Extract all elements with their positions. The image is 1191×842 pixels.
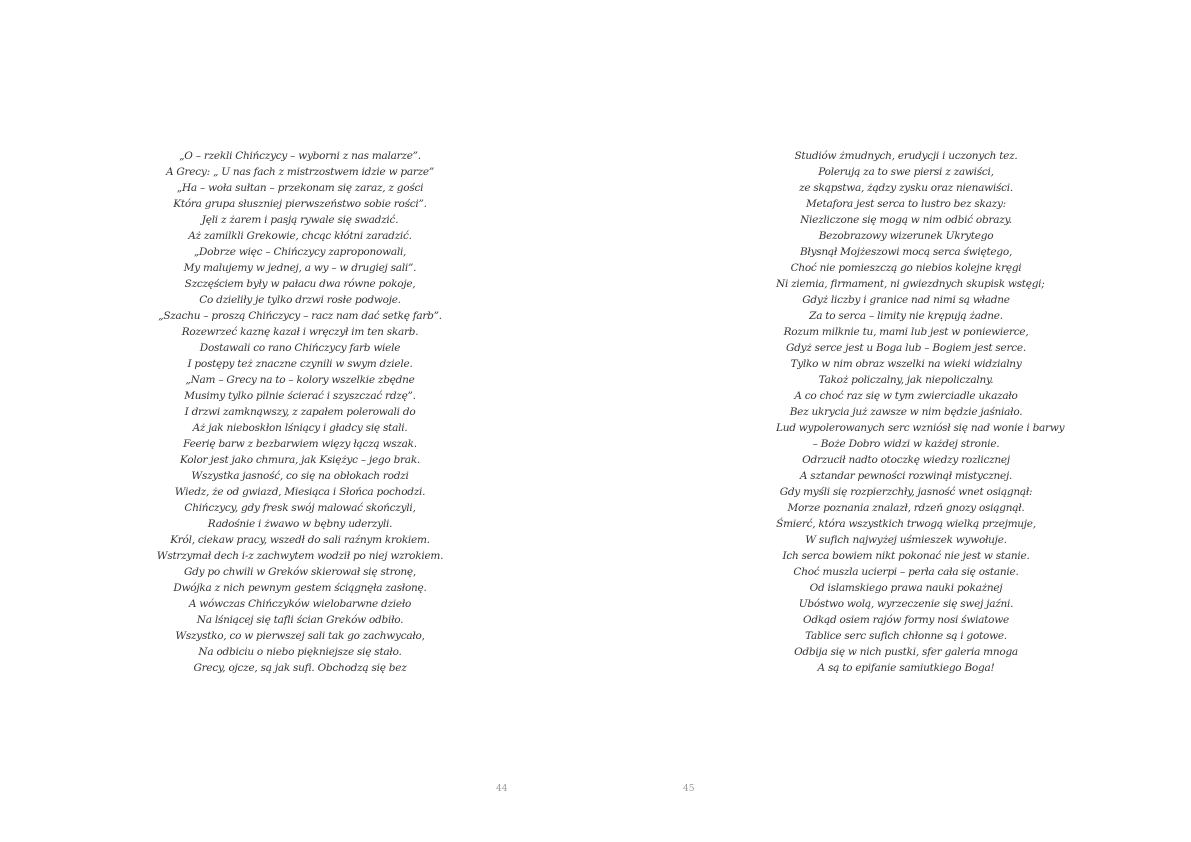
poem-line: Tablice serc sufich chłonne są i gotowe. <box>805 630 1007 642</box>
poem-line: Musimy tylko pilnie ścierać i szyszczać rdzę”. <box>184 390 416 402</box>
poem-line: „Dobrze więc – Chińczycy zaproponowali, <box>193 246 407 258</box>
poem-line: A sztandar pewności rozwinął mistycznej. <box>799 470 1013 482</box>
poem-line: Błysnął Mojżeszowi mocą serca świętego, <box>799 246 1013 258</box>
poem-line: „Szachu – proszą Chińczycy – racz nam dać setkę farb”. <box>158 310 442 322</box>
poem-line: Lud wypolerowanych serc wzniósł się nad wonie i barwy <box>776 422 1065 434</box>
poem-line: Aż jak nieboskłon lśniący i gładcy się stali. <box>192 422 408 434</box>
poem-line: Chińczycy, gdy fresk swój malować skończyli, <box>184 502 416 514</box>
poem-line: Co dzieliły je tylko drzwi rosłe podwoje. <box>199 294 401 306</box>
poem-line: Na odbiciu o niebo piękniejsze się stało. <box>198 646 402 658</box>
poem-line: Za to serca – limity nie krępują żadne. <box>809 310 1003 322</box>
poem-line: Bezobrazowy wizerunek Ukrytego <box>818 230 994 242</box>
poem-line: Tylko w nim obraz wszelki na wieki widzialny <box>790 358 1022 370</box>
poem-line: Feerię barw z bezbarwiem więzy łączą wszak. <box>183 438 417 450</box>
poem-line: Wstrzymał dech i-z zachwytem wodził po niej wzrokiem. <box>156 550 444 562</box>
poem-line: Jęli z żarem i pasją rywale się swadzić. <box>201 214 399 226</box>
poem-line: Gdy myśli się rozpierzchły, jasność wnet osiągnął: <box>779 486 1033 498</box>
poem-line: A są to epifanie samiutkiego Boga! <box>817 662 995 674</box>
right-page-poem <box>776 148 1065 676</box>
poem-line: Ubóstwo wolą, wyrzeczenie się swej jaźni. <box>798 598 1014 610</box>
poem-line: Dostawali co rano Chińczycy farb wiele <box>199 342 401 354</box>
right-page-number: 45 <box>683 784 695 794</box>
poem-line: Kolor jest jako chmura, jak Księżyc – jego brak. <box>179 454 421 466</box>
poem-line: Odkąd osiem rajów formy nosi światowe <box>803 614 1009 626</box>
poem-line: „Ha – woła sułtan – przekonam się zaraz, z gości <box>176 182 424 194</box>
left-page-number: 44 <box>496 784 508 794</box>
left-page <box>0 0 595 842</box>
poem-line: Radośnie i żwawo w bębny uderzyli. <box>207 518 393 530</box>
poem-line: Wszystka jasność, co się na obłokach rodzi <box>191 470 409 482</box>
poem-line: Niezliczone się mogą w nim odbić obrazy. <box>800 214 1012 226</box>
poem-line: W sufich najwyżej uśmieszek wywołuje. <box>805 534 1007 546</box>
poem-line: I postępy też znaczne czynili w swym dziele. <box>187 358 413 370</box>
poem-line: Śmierć, która wszystkich trwogą wielką przejmuje, <box>776 518 1036 530</box>
poem-line: Odbija się w nich pustki, sfer galeria mnoga <box>794 646 1018 658</box>
poem-line: Choć muszla ucierpi – perła cała się ostanie. <box>793 566 1019 578</box>
poem-line: Ni ziemia, firmament, ni gwiezdnych skupisk wstęgi; <box>776 278 1045 290</box>
poem-line: Gdyż liczby i granice nad nimi są władne <box>802 294 1010 306</box>
poem-line: „O – rzekli Chińczycy – wyborni z nas malarze”. <box>179 150 421 162</box>
left-page-poem <box>130 148 470 676</box>
poem-line: I drzwi zamknąwszy, z zapałem polerowali do <box>184 406 416 418</box>
poem-line: Rozum milknie tu, mami lub jest w poniewierce, <box>783 326 1029 338</box>
poem-line: Która grupa słuszniej pierwszeństwo sobie rości”. <box>173 198 427 210</box>
poem-line: Polerują za to swe piersi z zawiści, <box>818 166 994 178</box>
poem-line: Od islamskiego prawa nauki pokażnej <box>809 582 1003 594</box>
poem-line: Studiów żmudnych, erudycji i uczonych tez. <box>794 150 1018 162</box>
poem-line: – Boże Dobro widzi w każdej stronie. <box>812 438 1000 450</box>
poem-line: Morze poznania znalazł, rdzeń gnozy osiągnął. <box>787 502 1025 514</box>
poem-line: Szczęściem były w pałacu dwa równe pokoje, <box>184 278 416 290</box>
poem-line: Wszystko, co w pierwszej sali tak go zachwycało, <box>175 630 425 642</box>
poem-line: Aż zamilkli Grekowie, chcąc kłótni zaradzić. <box>188 230 412 242</box>
poem-line: ze skąpstwa, żądzy zysku oraz nienawiści. <box>799 182 1013 194</box>
poem-line: Gdyż serce jest u Boga lub – Bogiem jest serce. <box>786 342 1026 354</box>
poem-line: Rozewrzeć kaznę kazał i wręczył im ten skarb. <box>181 326 419 338</box>
right-page <box>596 0 1191 842</box>
poem-line: Na lśniącej się tafli ścian Greków odbiło. <box>196 614 404 626</box>
poem-line: Wiedz, że od gwiazd, Miesiąca i Słońca pochodzi. <box>174 486 426 498</box>
poem-line: Odrzucił nadto otoczkę wiedzy rozlicznej <box>802 454 1010 466</box>
poem-line: Choć nie pomieszczą go niebios kolejne kręgi <box>790 262 1022 274</box>
poem-line: Takoż policzalny, jak niepoliczalny. <box>818 374 994 386</box>
poem-line: Grecy, ojcze, są jak sufi. Obchodzą się bez <box>193 662 407 674</box>
poem-line: „Nam – Grecy na to – kolory wszelkie zbędne <box>185 374 415 386</box>
poem-line: Dwójka z nich pewnym gestem ściągnęła zasłonę. <box>173 582 427 594</box>
poem-line: Bez ukrycia już zawsze w nim będzie jaśniało. <box>789 406 1023 418</box>
poem-line: Metafora jest serca to lustro bez skazy: <box>806 198 1006 210</box>
poem-line: Gdy po chwili w Greków skierował się stronę, <box>184 566 416 578</box>
poem-line: Król, ciekaw pracy, wszedł do sali raźnym krokiem. <box>170 534 430 546</box>
poem-line: Ich serca bowiem nikt pokonać nie jest w stanie. <box>782 550 1030 562</box>
poem-line: A Grecy: „ U nas fach z mistrzostwem idzie w parze” <box>165 166 435 178</box>
poem-line: A co choć raz się w tym zwierciadle ukazało <box>794 390 1018 402</box>
poem-line: A wówczas Chińczyków wielobarwne dzieło <box>188 598 412 610</box>
poem-line: My malujemy w jednej, a wy – w drugiej sali”. <box>183 262 417 274</box>
